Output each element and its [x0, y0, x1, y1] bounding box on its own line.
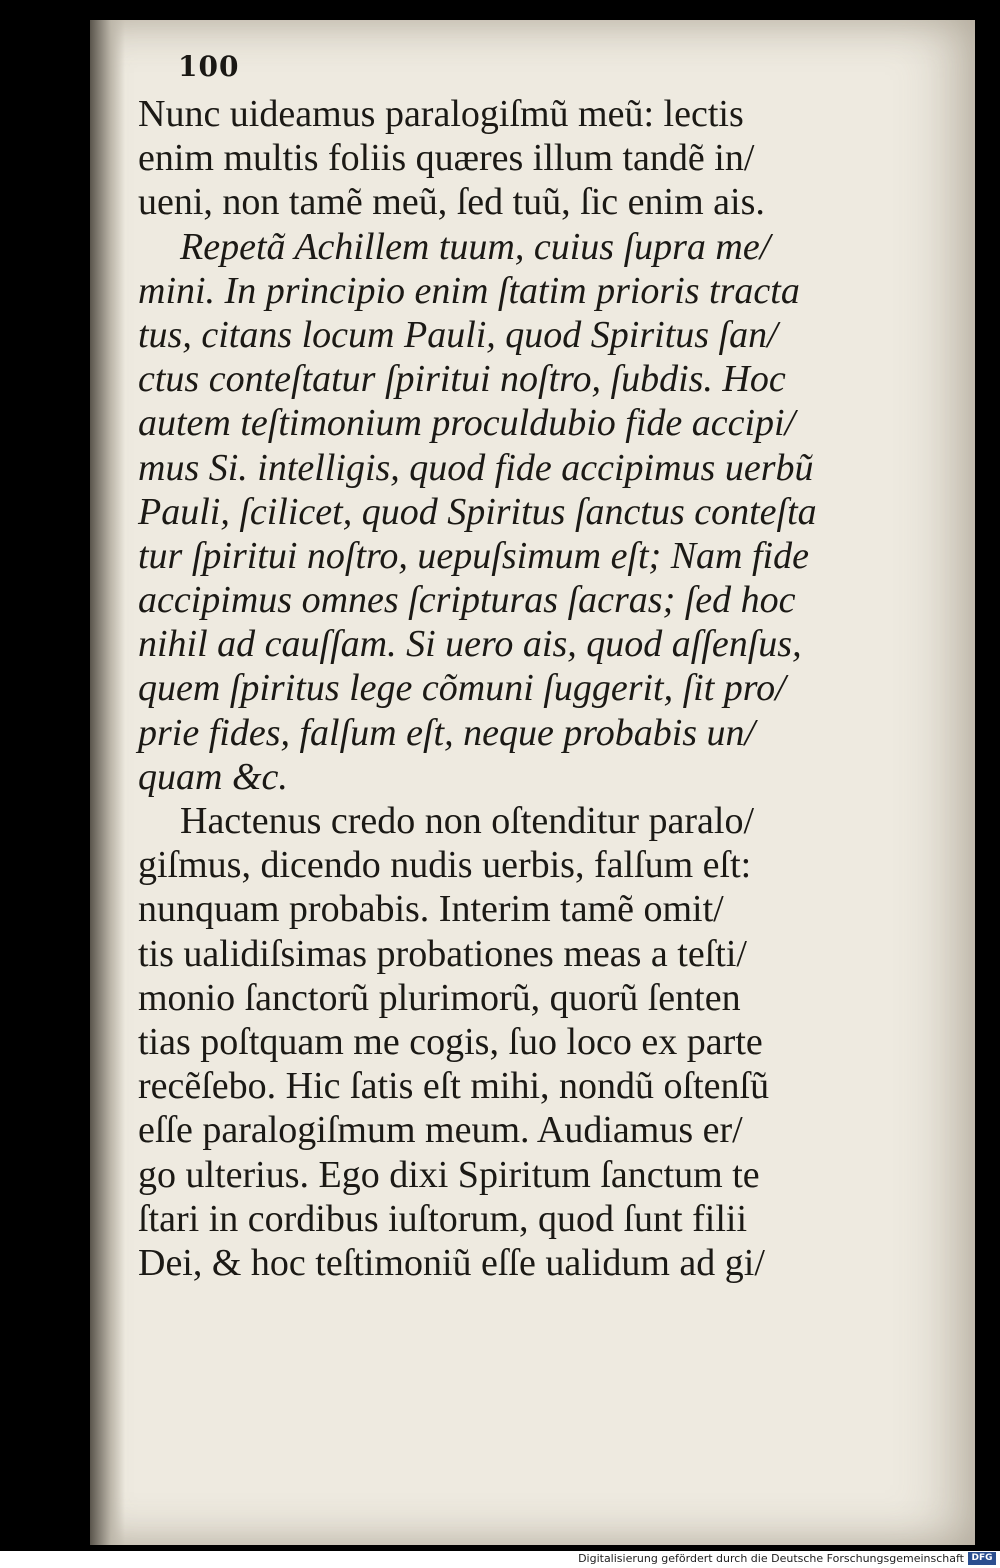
text-line: Pauli, ſcilicet, quod Spiritus ſanctus conteſta — [138, 490, 817, 533]
page-number: 100 — [178, 50, 240, 83]
text-line: mus Si. intelligis, quod fide accipimus uerbũ — [138, 446, 814, 489]
text-line: nihil ad cauſſam. Si uero ais, quod aſſenſus, — [138, 623, 802, 666]
text-line: go ulterius. Ego dixi Spiritum ſanctum te — [138, 1153, 760, 1196]
funding-credit: Digitalisierung gefördert durch die Deutsche Forschungsgemeinschaft — [578, 1552, 964, 1565]
text-line: tis ualidiſsimas probationes meas a teſti/ — [138, 932, 747, 975]
text-line: enim multis foliis quæres illum tandẽ in/ — [138, 137, 755, 180]
text-line: giſmus, dicendo nudis uerbis, falſum eſt: — [138, 844, 752, 887]
text-line: Dei, & hoc teſtimoniũ eſſe ualidum ad gi/ — [138, 1241, 765, 1284]
text-line: ueni, non tamẽ meũ, ſed tuũ, ſic enim ais. — [138, 181, 765, 224]
dfg-logo: DFG — [968, 1552, 996, 1565]
text-line: eſſe paralogiſmum meum. Audiamus er/ — [138, 1109, 743, 1152]
text-line: tias poſtquam me cogis, ſuo loco ex parte — [138, 1020, 763, 1063]
text-line: mini. In principio enim ſtatim prioris tracta — [138, 269, 800, 312]
text-line: recẽſebo. Hic ſatis eſt mihi, nondũ oſtenſũ — [138, 1065, 770, 1108]
text-line: tus, citans locum Pauli, quod Spiritus ſan/ — [138, 313, 778, 356]
text-line: ctus conteſtatur ſpiritui noſtro, ſubdis. Hoc — [138, 358, 786, 401]
text-line: nunquam probabis. Interim tamẽ omit/ — [138, 888, 724, 931]
text-line: ſtari in cordibus iuſtorum, quod ſunt filii — [138, 1197, 748, 1240]
text-line: accipimus omnes ſcripturas ſacras; ſed hoc — [138, 579, 796, 622]
text-line: quam &c. — [138, 755, 288, 798]
text-line: tur ſpiritui noſtro, uериſsimum eſt; Nam fide — [138, 534, 809, 577]
text-line: quem ſpiritus lege cõmuni ſuggerit, ſit pro/ — [138, 667, 786, 710]
gutter-shadow — [90, 20, 125, 1545]
text-line: Hactenus credo non oſtenditur paralo/ — [180, 800, 755, 842]
text-line: Nunc uideamus paralogiſmũ meũ: lectis — [138, 93, 744, 135]
text-block — [138, 92, 853, 1285]
text-line: monio ſanctorũ plurimorũ, quorũ ſenten — [138, 976, 741, 1019]
text-line: prie fides, falſum eſt, neque probabis un/ — [138, 711, 756, 754]
text-line: Repetã Achillem tuum, cuius ſupra me/ — [180, 225, 771, 268]
text-line: autem teſtimonium proculdubio fide accipi/ — [138, 402, 796, 445]
